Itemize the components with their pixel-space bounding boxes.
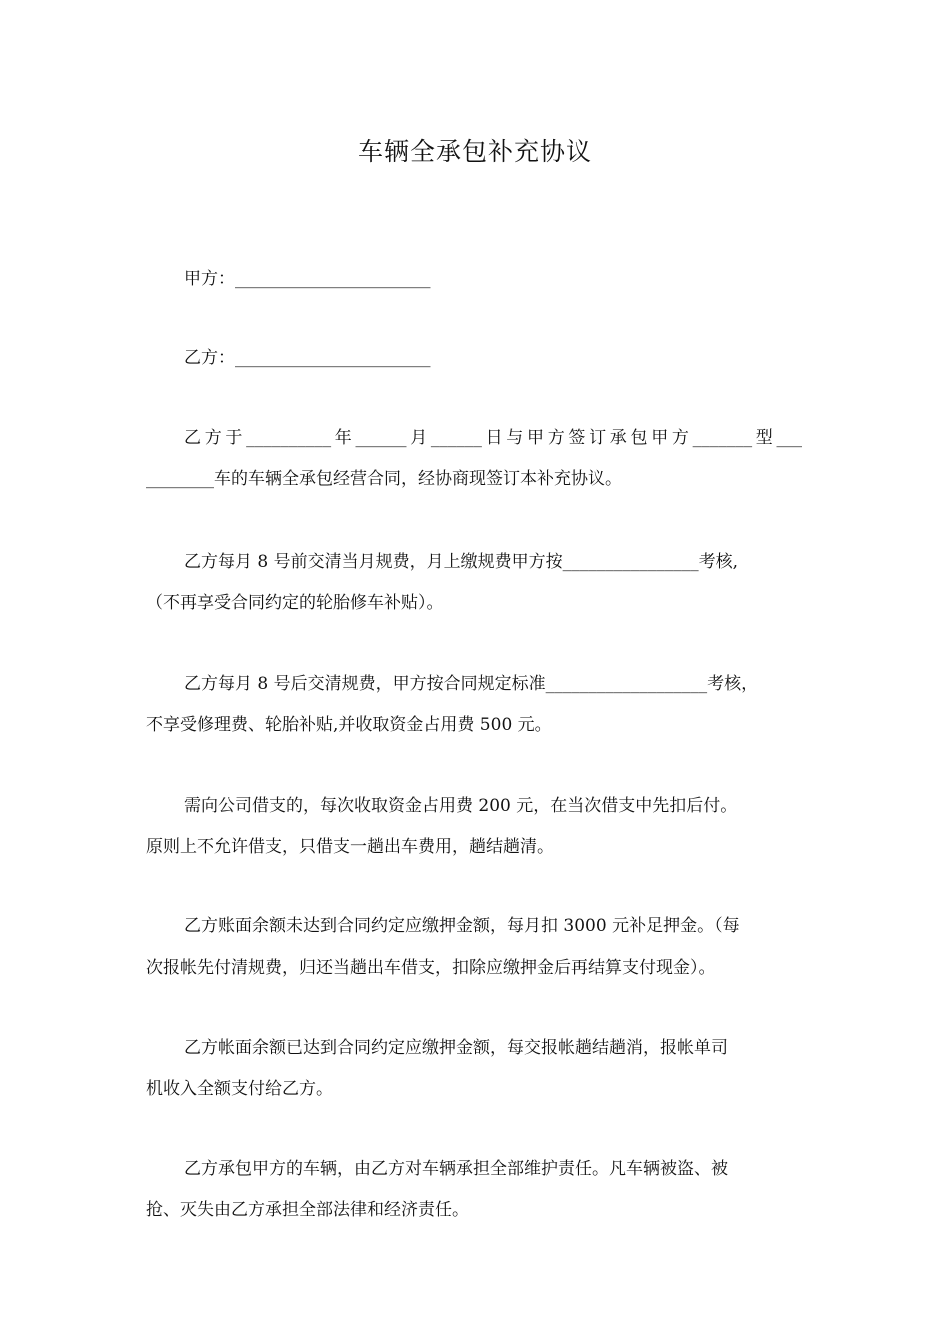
paragraph-2-line-2: （不再享受合同约定的轮胎修车补贴）。 — [146, 593, 444, 613]
paragraph-4-line-1: 需向公司借支的，每次收取资金占用费 200 元，在当次借支中先扣后付。 — [184, 796, 738, 816]
paragraph-3-line-1: 乙方每月 8 号后交清规费，甲方按合同规定标准___________________考核， — [184, 674, 759, 694]
paragraph-7-line-2: 抢、灭失由乙方承担全部法律和经济责任。 — [146, 1200, 469, 1220]
paragraph-5-line-1: 乙方账面余额未达到合同约定应缴押金额，每月扣 3000 元补足押金。（每 — [184, 916, 740, 936]
paragraph-7-line-1: 乙方承包甲方的车辆，由乙方对车辆承担全部维护责任。凡车辆被盗、被 — [184, 1159, 728, 1179]
document-title: 车辆全承包补充协议 — [357, 137, 592, 166]
paragraph-6-line-2: 机收入全额支付给乙方。 — [146, 1079, 333, 1099]
paragraph-4-line-2: 原则上不允许借支，只借支一趟出车费用，趟结趟清。 — [146, 837, 554, 857]
party-b-line: 乙方：_______________________ — [184, 348, 431, 368]
paragraph-5-line-2: 次报帐先付清规费，归还当趟出车借支，扣除应缴押金后再结算支付现金）。 — [146, 958, 716, 978]
paragraph-1-line-1: 乙方于__________年______月______日与甲方签订承包甲方_______型___ — [184, 428, 802, 448]
paragraph-3-line-2: 不享受修理费、轮胎补贴,并收取资金占用费 500 元。 — [146, 715, 552, 735]
paragraph-1-line-2: ________车的车辆全承包经营合同，经协商现签订本补充协议。 — [146, 469, 622, 489]
paragraph-6-line-1: 乙方帐面余额已达到合同约定应缴押金额，每交报帐趟结趟消，报帐单司 — [184, 1038, 728, 1058]
paragraph-2-line-1: 乙方每月 8 号前交清当月规费，月上缴规费甲方按________________考核, — [184, 552, 739, 572]
party-a-line: 甲方：_______________________ — [184, 269, 431, 289]
